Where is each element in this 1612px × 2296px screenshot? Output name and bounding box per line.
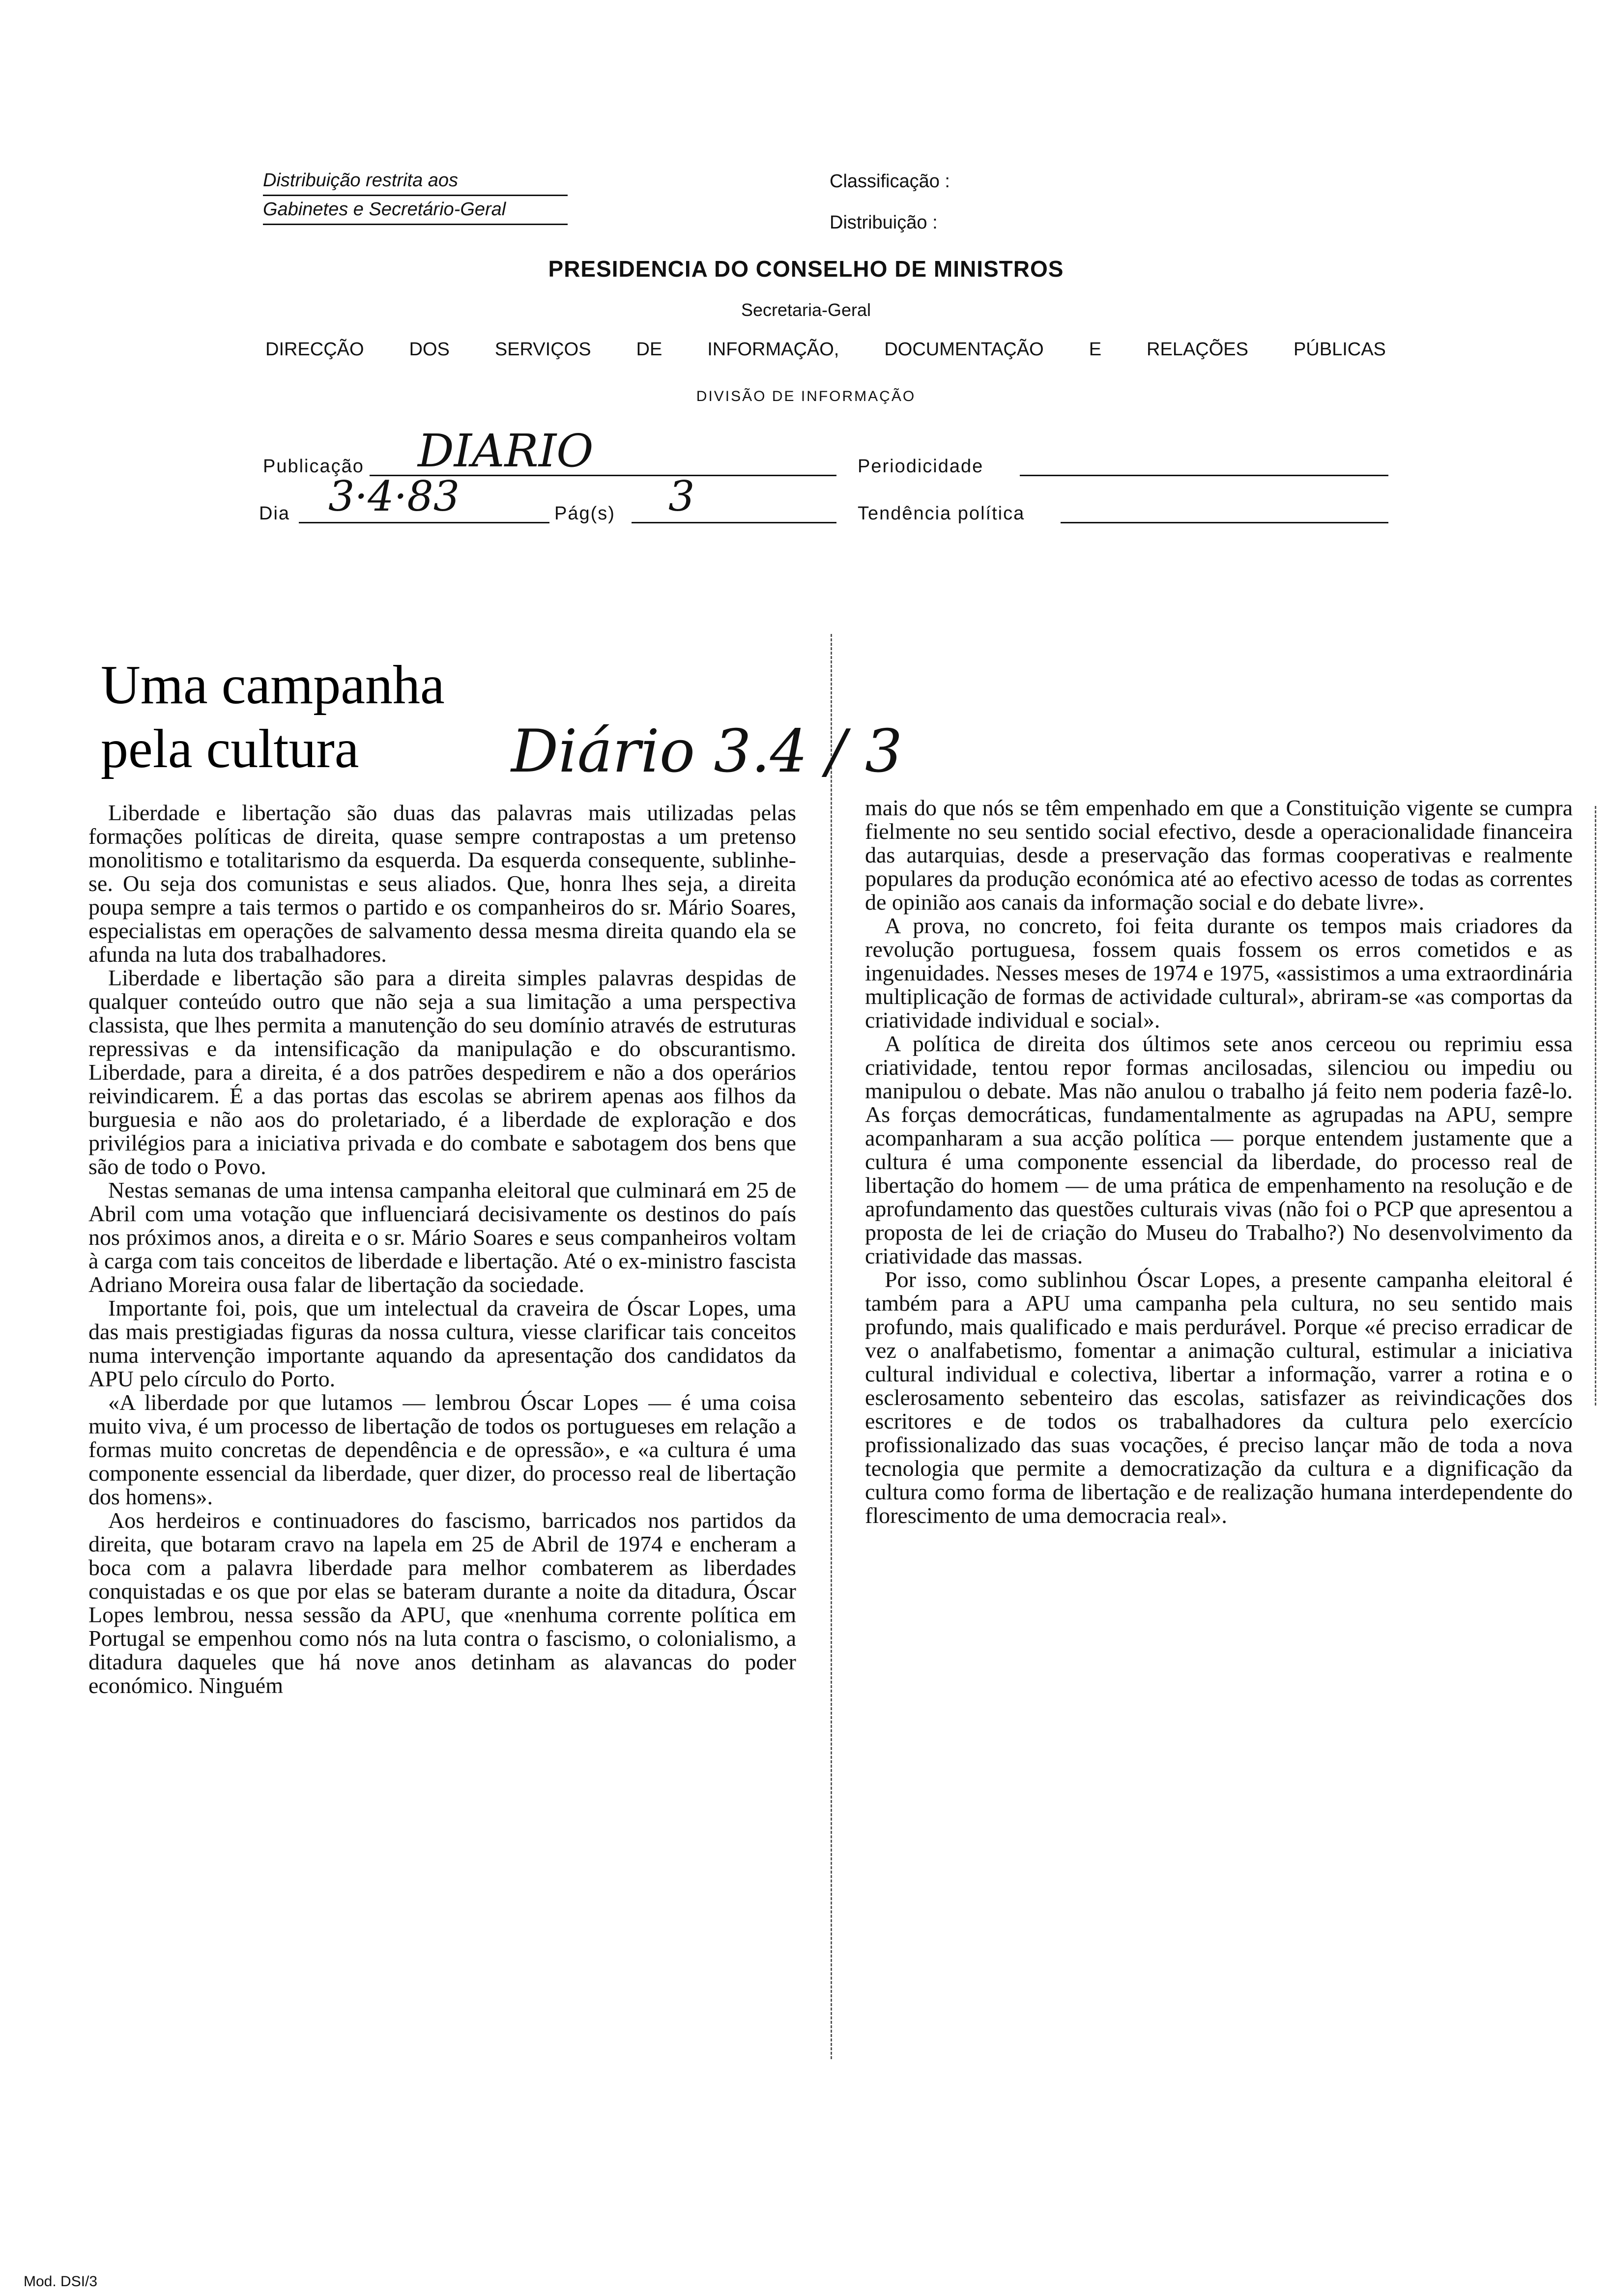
directorate-word: DOCUMENTAÇÃO [884,339,1044,360]
distribution-line-2: Gabinetes e Secretário-Geral [263,196,568,225]
headline-line-2: pela cultura [101,718,359,779]
dia-label: Dia [259,503,290,524]
directorate-word: SERVIÇOS [494,339,591,360]
pag-label: Pág(s) [554,503,615,524]
paragraph: «A liberdade por que lutamos — lembrou Óscar Lopes — é uma coisa muito viva, é um processo de libertação de todos os portugueses em relação a formas muito concretas de dependência e de opressão», e «a cultura é uma componente essencial da liberdade, quer dizer, do processo real de libertação dos homens». [88,1390,796,1509]
tendencia-label: Tendência política [858,503,1025,524]
distribuicao-label: Distribuição : [830,212,938,233]
distribution-note [263,167,568,225]
pag-handwritten: 3 [668,472,695,520]
directorate-word: PÚBLICAS [1293,339,1386,360]
periodicidade-label: Periodicidade [858,456,984,477]
paragraph: Aos herdeiros e continuadores do fascismo, barricados nos partidos da direita, que botaram cravo na lapela em 25 de Abril de 1974 e encheram a boca com a palavra liberdade para melhor combaterem as liberdades conquistadas e os que por elas se bateram durante a noite da ditadura, Óscar Lopes lembrou, nessa sessão da APU, que «nenhuma corrente política em Portugal se empenhou como nós na luta contra o fascismo, o colonialismo, a ditadura daqueles que há nove anos detinham as alavancas do poder económico. Ninguém [88,1508,796,1698]
headline-line-1: Uma campanha [101,655,445,716]
periodicidade-rule [1020,457,1388,476]
distribution-line-1: Distribuição restrita aos [263,167,568,196]
article-column-2 [865,796,1573,1527]
form-code: Mod. DSI/3 [24,2273,98,2290]
paragraph: Nestas semanas de uma intensa campanha eleitoral que culminará em 25 de Abril com uma votação que influenciará decisivamente os destinos do país nos próximos anos, a direita e o sr. Mário Soares e seus companheiros voltam à carga com tais conceitos de liberdade e libertação. Até o ex-ministro fascista Adriano Moreira ousa falar de libertação da sociedade. [88,1177,796,1297]
org-title: PRESIDENCIA DO CONSELHO DE MINISTROS [548,256,1064,282]
directorate-word: E [1089,339,1102,360]
org-subtitle: Secretaria-Geral [741,300,871,320]
tendencia-rule [1061,504,1388,523]
publicacao-label: Publicação [263,456,364,477]
article-column-1 [88,801,796,1697]
article-headline [101,654,445,781]
division-label: DIVISÃO DE INFORMAÇÃO [696,388,916,404]
clipping-border-middle [831,634,832,2059]
classificacao-label: Classificação : [830,171,950,192]
paragraph: mais do que nós se têm empenhado em que a Constituição vigente se cumpra fielmente no seu sentido social efectivo, desde a operacionalidade financeira das autarquias, desde a preservação das formas cooperativas e realmente populares da produção económica até ao efectivo acesso de todas as correntes de opinião aos canais da informação social e do debate livre». [865,795,1573,915]
directorate-word: INFORMAÇÃO, [707,339,839,360]
directorate-line [265,339,1386,360]
classification-block [830,171,950,254]
directorate-word: DE [636,339,662,360]
pag-rule [632,504,836,523]
dia-handwritten: 3·4·83 [328,472,460,520]
paragraph: Importante foi, pois, que um intelectual da craveira de Óscar Lopes, uma das mais prestigiadas figuras da nossa cultura, viesse clarificar tais conceitos numa intervenção importante aquando da apresentação dos candidatos da APU pelo círculo do Porto. [88,1295,796,1391]
publicacao-handwritten: DIARIO [418,425,594,477]
clipping-border-right [1595,806,1596,1406]
paragraph: Liberdade e libertação são duas das palavras mais utilizadas pelas formações políticas de direita, quase sempre contrapostas a um pretenso monolitismo e totalitarismo da esquerda. Da esquerda consequente, sublinhe-se. Ou seja dos comunistas e seus aliados. Que, honra lhes seja, a direita poupa sempre a tais termos o partido e os companheiros do sr. Mário Soares, especialistas em operações de salvamento dessa mesma direita quando ela se afunda na luta dos trabalhadores. [88,800,796,967]
paragraph: Por isso, como sublinhou Óscar Lopes, a presente campanha eleitoral é também para a APU uma campanha pela cultura, no seu sentido mais profundo, mais qualificado e mais perdurável. Porque «é preciso erradicar de vez o analfabetismo, fomentar a animação cultural, estimular a iniciativa cultural individual e colectiva, libertar a informação, varrer a rotina e o esclerosamento sebenteiro das escolas, satisfazer as reivindicações dos escritores e de todos os trabalhadores da cultura pelo exercício profissionalizado das suas vocações, é preciso lançar mão de toda a nova tecnologia que permite a democratização da cultura e a dignificação da cultura como forma de libertação e de realização humana interdependente do florescimento de uma democracia real». [865,1267,1573,1528]
paragraph: Liberdade e libertação são para a direita simples palavras despidas de qualquer conteúdo outro que não seja a sua limitação a uma perspectiva classista, que lhes permita a manutenção do seu domínio através de estruturas repressivas e da intensificação da manipulação e do obscurantismo. Liberdade, para a direita, é a dos patrões despedirem e não a dos operários reivindicarem. É a das portas das escolas se abrirem apenas aos filhos da burguesia e não aos do proletariado, é a liberdade de exploração e dos privilégios para a iniciativa privada e do combate e sabotagem dos bens que são de todo o Povo. [88,965,796,1179]
directorate-word: DIRECÇÃO [265,339,364,360]
paragraph: A política de direita dos últimos sete anos cerceou ou reprimiu essa criatividade, tentou repor formas ancilosadas, silenciou ou impediu ou manipulou o debate. Mas não anulou o trabalho já feito nem poderia fazê-lo. As forças democráticas, fundamentalmente as agrupadas na APU, sempre acompanharam a sua acção política — porque entendem justamente que a cultura é uma componente essencial da liberdade, do processo real de libertação do homem — de uma prática de empenhamento na resolução e de aprofundamento das questões culturais vivas (não foi o PCP que apresentou a proposta de lei de criação do Museu do Trabalho?) No desenvolvimento da criatividade das massas. [865,1031,1573,1268]
directorate-word: RELAÇÕES [1147,339,1248,360]
directorate-word: DOS [409,339,450,360]
paragraph: A prova, no concreto, foi feita durante os tempos mais criadores da revolução portuguesa, fossem quais fossem os erros cometidos e as ingenuidades. Nesses meses de 1974 e 1975, «assistimos a uma extraordinária multiplicação de formas de actividade cultural», abriram-se «as comportas da criatividade individual e social». [865,913,1573,1033]
handwritten-source-note: Diário 3.4 / 3 [511,718,903,786]
